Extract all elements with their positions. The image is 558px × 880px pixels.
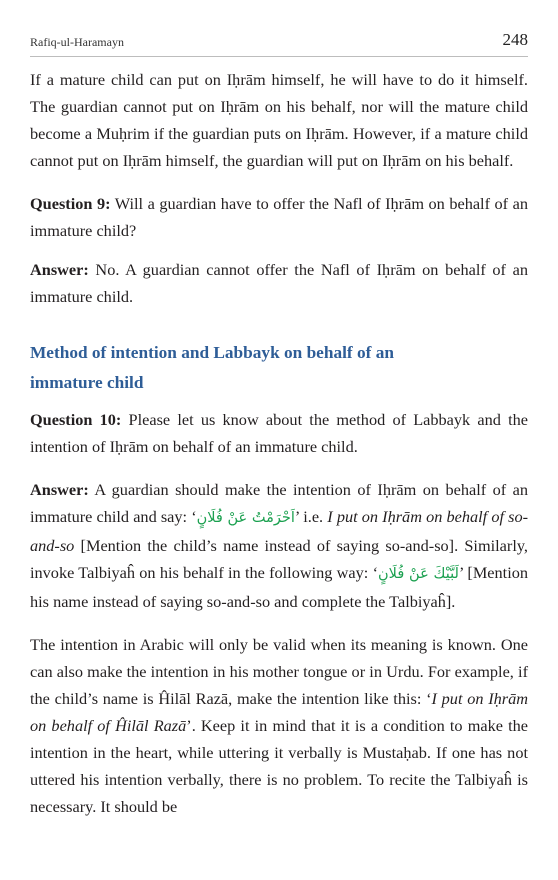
question-10 — [30, 406, 528, 460]
question-10-label: Question 10: — [30, 410, 122, 429]
answer-9-label: Answer: — [30, 260, 89, 279]
question-9-text: Will a guardian have to offer the Nafl of Iḥrām on behalf of an immature child? — [30, 194, 528, 240]
closing-italic-example: I put on Iḥrām on behalf of Ĥilāl Razā — [30, 689, 529, 735]
page-header — [30, 30, 528, 57]
question-10-text: Please let us know about the method of Labbayk and the intention of Iḥrām on behalf of an immature child. — [30, 410, 528, 456]
closing-paragraph — [30, 631, 528, 820]
arabic-intention-phrase: اَحْرَمْتُ عَنْ فُلَانٍ — [196, 510, 295, 526]
closing-text-2: ’. Keep it in mind that it is a condition to make the intention in the heart, while uttering it verbally is Mustaḥab. If one has not uttered his intention verbally, there is no problem. To recite the Talbiyaĥ is necessary. It should be — [30, 716, 528, 816]
answer-10-text-2: ’ i.e. — [294, 507, 328, 526]
answer-10-text-3: [Mention the child’s name instead of saying so-and-so]. Similarly, invoke Talbiyaĥ on his behalf in the following way: ‘ — [30, 536, 528, 582]
answer-9-text: No. A guardian cannot offer the Nafl of Iḥrām on behalf of an immature child. — [30, 260, 528, 306]
page-number: 248 — [502, 30, 528, 49]
running-title: Rafiq-ul-Haramayn — [30, 35, 124, 49]
answer-10-translation: I put on Iḥrām on behalf of so-and-so — [30, 507, 529, 555]
answer-9 — [30, 256, 528, 310]
intro-paragraph: If a mature child can put on Iḥrām himself, he will have to do it himself. The guardian cannot put on Iḥrām on his behalf, nor will the mature child become a Muḥrim if the guardian puts on Iḥrām. However, if a mature child cannot put on Iḥrām himself, the guardian will put on Iḥrām on his behalf. — [30, 70, 528, 170]
answer-10-label: Answer: — [30, 480, 89, 499]
page-body — [30, 66, 528, 820]
answer-10-text-4: ’ [Mention his name instead of saying so-and-so and complete the Talbiyaĥ]. — [30, 563, 529, 611]
question-9 — [30, 190, 528, 244]
closing-text-1: The intention in Arabic will only be valid when its meaning is known. One can also make the intention in his mother tongue or in Urdu. For example, if the child’s name is Ĥilāl Razā, make the intention like this: ‘ — [30, 635, 528, 708]
arabic-talbiyah-phrase: لَبَّيْكَ عَنْ فُلَانٍ — [378, 566, 459, 582]
section-heading: Method of intention and Labbayk on behalf of an immature child — [30, 343, 394, 392]
answer-10 — [30, 476, 528, 615]
question-9-label: Question 9: — [30, 194, 111, 213]
answer-10-text-1: A guardian should make the intention of Iḥrām on behalf of an immature child and say: ‘ — [30, 480, 528, 526]
